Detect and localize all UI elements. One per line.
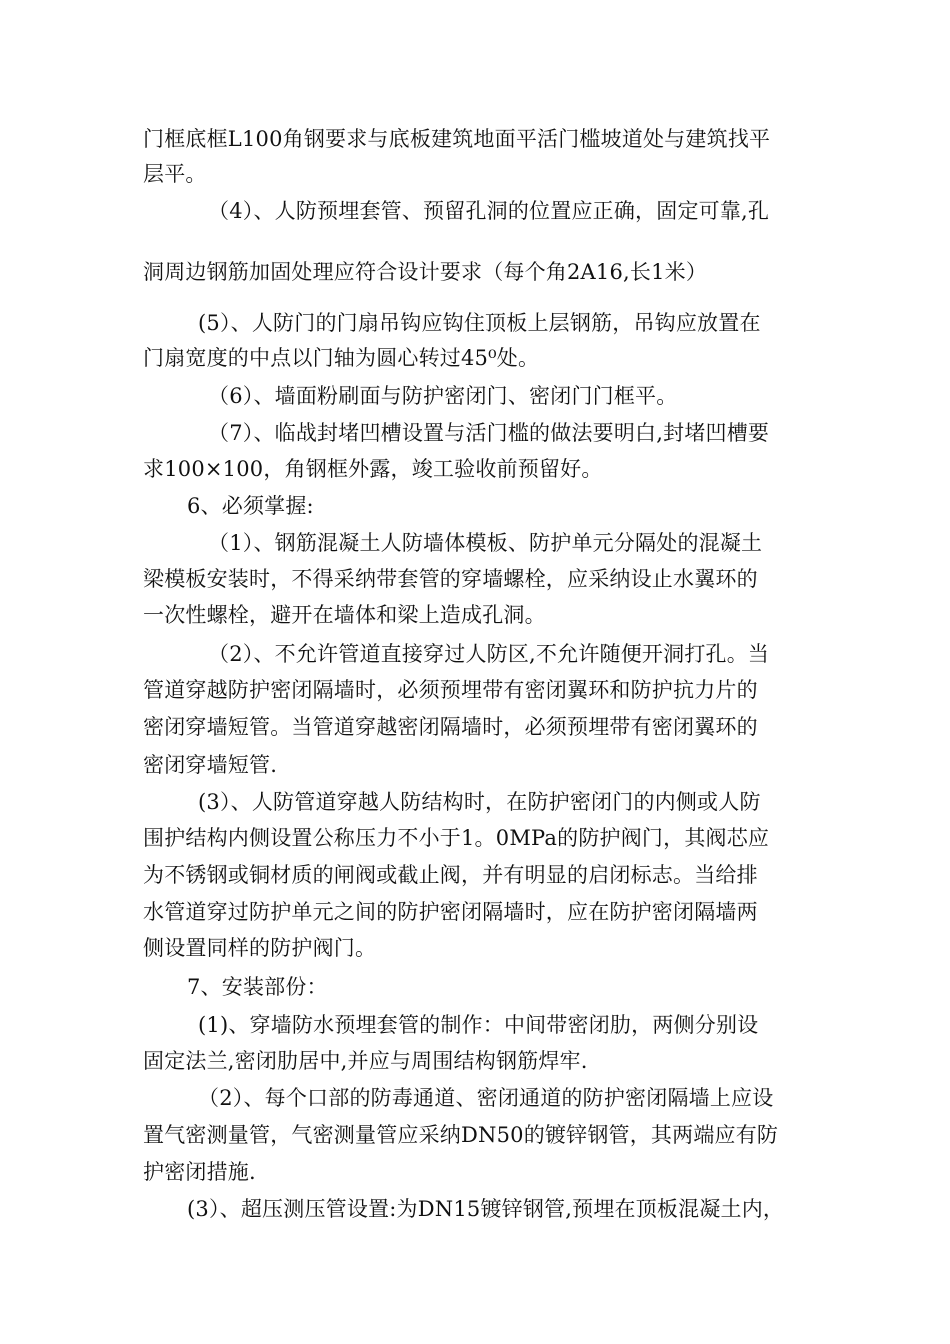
text-line: (3）、人防管道穿越人防结构时，在防护密闭门的内侧或人防 (198, 790, 761, 814)
text-line: 护密闭措施. (143, 1160, 256, 1184)
text-line: 洞周边钢筋加固处理应符合设计要求（每个角2A16,长1米） (143, 260, 708, 284)
text-line: (5）、人防门的门扇吊钩应钩住顶板上层钢筋，吊钩应放置在 (198, 311, 761, 335)
section-heading: 7、安装部份： (187, 975, 328, 999)
text-line: （2）、每个口部的防毒通道、密闭通道的防护密闭隔墙上应设 (198, 1086, 774, 1110)
text-line: 管道穿越防护密闭隔墙时，必须预埋带有密闭翼环和防护抗力片的 (143, 678, 758, 702)
text-line: （4）、人防预埋套管、预留孔洞的位置应正确，固定可靠,孔 (208, 199, 770, 223)
text-line: 为不锈钢或铜材质的闸阀或截止阀，并有明显的启闭标志。当给排 (143, 863, 758, 887)
text-line: 门扇宽度的中点以门轴为圆心转过45⁰处。 (143, 346, 540, 370)
text-line: 侧设置同样的防护阀门。 (143, 936, 377, 960)
text-line: （6）、墙面粉刷面与防护密闭门、密闭门门框平。 (208, 384, 678, 408)
text-line: 围护结构内侧设置公称压力不小于1。0MPa的防护阀门，其阀芯应 (143, 826, 770, 850)
text-line: (1)、穿墙防水预埋套管的制作：中间带密闭肋，两侧分别设 (198, 1013, 759, 1037)
section-heading: 6、必须掌握: (187, 494, 314, 518)
text-line: 水管道穿过防护单元之间的防护密闭隔墙时，应在防护密闭隔墙两 (143, 900, 758, 924)
text-line: 一次性螺栓，避开在墙体和梁上造成孔洞。 (143, 603, 546, 627)
text-line: 梁模板安装时，不得采纳带套管的穿墙螺栓，应采纳设止水翼环的 (143, 567, 758, 591)
text-line: 固定法兰,密闭肋居中,并应与周围结构钢筋焊牢. (143, 1049, 588, 1073)
text-line: （7）、临战封堵凹槽设置与活门槛的做法要明白,封堵凹槽要 (208, 421, 770, 445)
text-line: 门框底框L100角钢要求与底板建筑地面平活门槛坡道处与建筑找平 (143, 127, 771, 151)
text-line: 密闭穿墙短管. (143, 753, 278, 777)
text-line: 层平。 (143, 162, 207, 186)
text-line: 密闭穿墙短管。当管道穿越密闭隔墙时，必须预埋带有密闭翼环的 (143, 715, 758, 739)
text-line: （1）、钢筋混凝土人防墙体模板、防护单元分隔处的混凝土 (208, 531, 763, 555)
text-line: (3）、超压测压管设置:为DN15镀锌钢管,预埋在顶板混凝土内， (187, 1197, 785, 1221)
text-line: （2）、不允许管道直接穿过人防区,不允许随便开洞打孔。当 (208, 642, 770, 666)
text-line: 求100×100，角钢框外露，竣工验收前预留好。 (143, 457, 603, 481)
text-line: 置气密测量管，气密测量管应采纳DN50的镀锌钢管，其两端应有防 (143, 1123, 779, 1147)
